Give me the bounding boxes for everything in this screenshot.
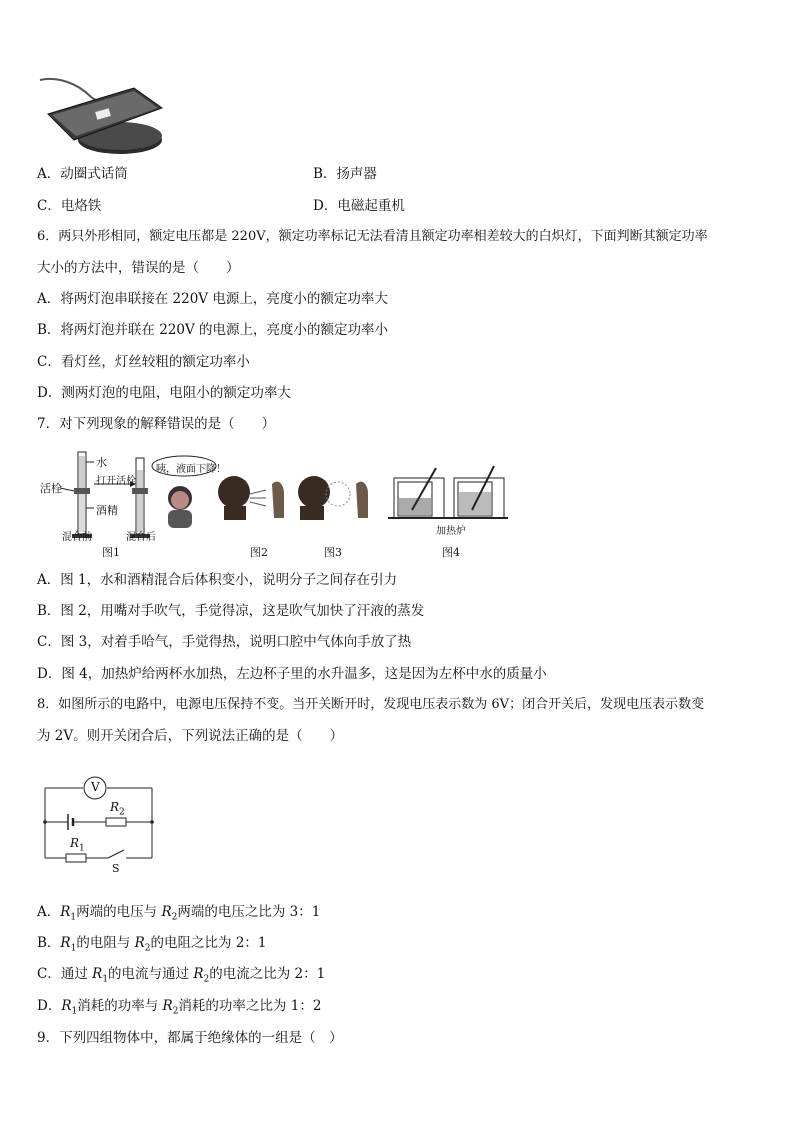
r1-label (70, 836, 85, 853)
q7-option-c: C．图 3，对着手哈气，手觉得热，说明口腔中气体向手放了热 (37, 634, 412, 650)
circuit-wires (40, 770, 160, 876)
r1-symbol: R (61, 998, 72, 1014)
r1-subscript: 1 (71, 1006, 78, 1017)
q7-option-a: A．图 1，水和酒精混合后体积变小，说明分子之间存在引力 (37, 572, 398, 588)
option-text: 动圈式话筒 (60, 166, 128, 182)
option-text: 的电阻与 (76, 935, 135, 951)
q5-option-c (37, 196, 101, 216)
q9-stem: 9．下列四组物体中，都属于绝缘体的一组是（ ） (37, 1030, 343, 1046)
r1-symbol: R (92, 966, 103, 982)
r2-subscript: 2 (172, 1006, 179, 1017)
q7-figure (38, 448, 518, 560)
circuit-diagram (40, 770, 160, 876)
label-alcohol: 酒精 (96, 504, 118, 517)
q8-option-c (37, 964, 325, 990)
option-text: 的电流与通过 (108, 966, 194, 982)
q7-option-b: B．图 2，用嘴对手吹气，手觉得凉，这是吹气加快了汗液的蒸发 (37, 603, 425, 619)
q6-stem-line2: 大小的方法中，错误的是（ ） (37, 260, 240, 276)
r2-symbol: R (110, 800, 120, 814)
r1-symbol: R (70, 836, 80, 850)
label-open-valve: 打开活栓 (96, 476, 136, 487)
option-text: 消耗的功率之比为 1：2 (178, 998, 322, 1014)
r2-subscript: 2 (119, 807, 125, 818)
caption-fig2: 图2 (250, 546, 268, 559)
option-key: C． (37, 198, 61, 214)
voltmeter-label: V (91, 780, 100, 794)
q8-option-a (37, 902, 320, 928)
q6-option-b: B．将两灯泡并联在 220V 的电源上，亮度小的额定功率小 (37, 322, 389, 338)
caption-fig4: 图4 (442, 546, 460, 559)
option-text: 两端的电压之比为 3：1 (177, 904, 321, 920)
caption-fig1: 图1 (102, 546, 120, 559)
r2-subscript: 2 (171, 912, 178, 923)
switch-label: S (112, 862, 120, 875)
q5-option-a (37, 164, 128, 184)
q8-option-d (37, 996, 321, 1022)
option-text: 通过 (60, 966, 93, 982)
caption-fig3: 图3 (324, 546, 342, 559)
q7-option-d: D．图 4，加热炉给两杯水加热，左边杯子里的水升温多，这是因为左杯中水的质量小 (37, 666, 547, 682)
speech-bubble-text: 咦，液面下降！ (156, 464, 226, 475)
r1-subscript: 1 (102, 974, 109, 985)
option-key: C． (37, 966, 61, 982)
label-water: 水 (96, 456, 107, 469)
label-before-mix: 混合前 (62, 532, 92, 543)
r1-subscript: 1 (70, 943, 77, 954)
q6-option-c: C．看灯丝，灯丝较粗的额定功率小 (37, 354, 250, 370)
option-key: B． (313, 166, 337, 182)
label-heater: 加热炉 (436, 526, 466, 537)
label-after-mix: 混合后 (126, 532, 156, 543)
q6-stem-line1: 6．两只外形相同，额定电压都是 220V，额定功率标记无法看清且额定功率相差较大的白炽灯，下面判断其额定功率 (37, 229, 708, 244)
r2-label (110, 800, 125, 817)
q7-stem: 7．对下列现象的解释错误的是（ ） (37, 416, 276, 432)
option-key: D． (37, 998, 62, 1014)
q8-stem-line1: 8．如图所示的电路中，电源电压保持不变。当开关断开时，发现电压表示数为 6V；闭合开关后，发现电压表示数变 (37, 697, 705, 712)
r2-symbol: R (162, 998, 173, 1014)
q5-option-b (313, 164, 377, 184)
q8-option-b (37, 933, 267, 959)
r2-subscript: 2 (203, 974, 210, 985)
r2-symbol: R (134, 935, 145, 951)
label-valve: 活栓 (40, 482, 62, 495)
q6-option-d: D．测两灯泡的电阻，电阻小的额定功率大 (37, 385, 291, 401)
option-key: A． (37, 904, 61, 920)
option-key: D． (313, 198, 338, 214)
option-key: A． (37, 166, 61, 182)
r1-subscript: 1 (70, 912, 77, 923)
r1-subscript: 1 (79, 843, 85, 854)
option-text: 两端的电压与 (76, 904, 162, 920)
option-text: 电烙铁 (60, 198, 102, 214)
r1-symbol: R (60, 904, 71, 920)
option-text: 的电阻之比为 2：1 (150, 935, 267, 951)
r2-subscript: 2 (144, 943, 151, 954)
wireless-charger-image (38, 74, 166, 160)
q6-option-a: A．将两灯泡串联接在 220V 电源上，亮度小的额定功率大 (37, 291, 388, 307)
option-text: 的电流之比为 2：1 (209, 966, 326, 982)
option-text: 消耗的功率与 (77, 998, 163, 1014)
option-text: 扬声器 (336, 166, 377, 182)
option-key: B． (37, 935, 61, 951)
r1-symbol: R (60, 935, 71, 951)
r2-symbol: R (193, 966, 204, 982)
q5-option-d (313, 196, 405, 216)
r2-symbol: R (161, 904, 172, 920)
q8-stem-line2: 为 2V。则开关闭合后，下列说法正确的是（ ） (37, 728, 344, 744)
option-text: 电磁起重机 (337, 198, 405, 214)
